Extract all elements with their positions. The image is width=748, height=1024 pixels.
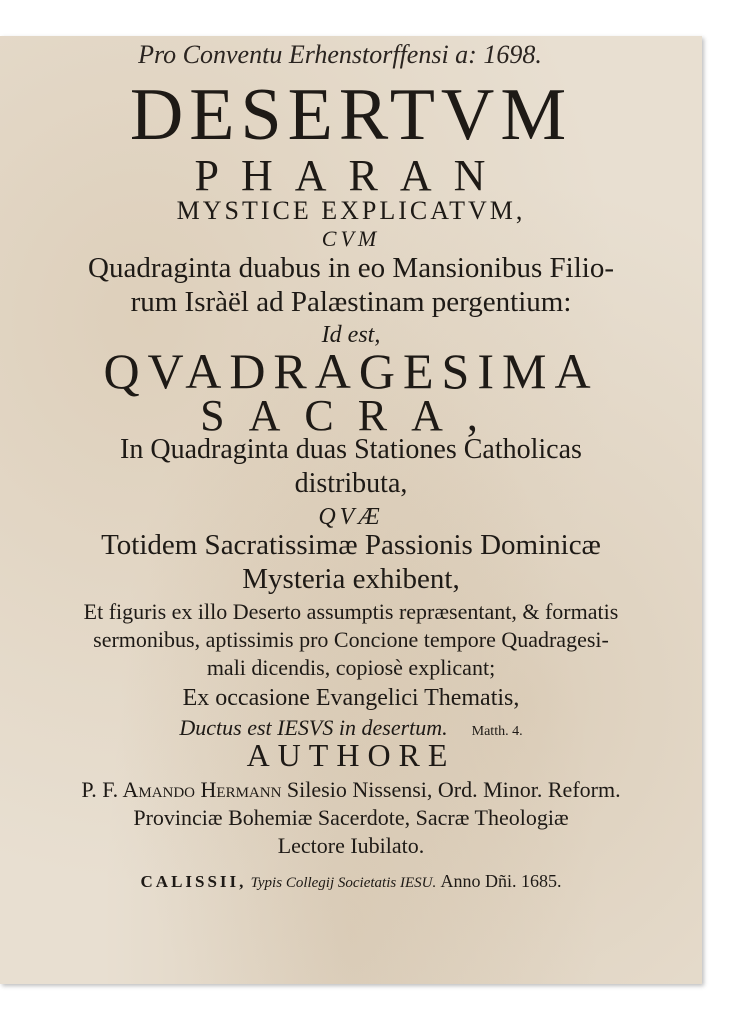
imprint-city: CALISSII, — [140, 872, 247, 891]
title-page — [0, 36, 702, 984]
title-line-totidem: Totidem Sacratissimæ Passionis Dominicæ — [101, 529, 601, 561]
quote-text: Ductus est IESVS in desertum. — [179, 715, 448, 740]
title-line-distributa: distributa, — [294, 468, 408, 499]
main-title: DESERTVM — [129, 74, 573, 156]
title-line-sacra: SACRA, — [200, 391, 502, 440]
title-line-cum: CVM — [321, 226, 381, 251]
handwritten-inscription: Pro Conventu Erhenstorffensi a: 1698. — [138, 40, 542, 69]
title-line-body2: rum Isràël ad Palæstinam pergentium: — [130, 286, 572, 318]
title-line-body1: Quadraginta duabus in eo Mansionibus Filio- — [88, 252, 614, 284]
title-line-figuris: Et figuris ex illo Deserto assumptis repræsentant, & formatis — [83, 599, 619, 624]
author-line2: Provinciæ Bohemiæ Sacerdote, Sacræ Theologiæ — [133, 805, 569, 830]
author-name: P. F. Amando Hermann — [81, 777, 282, 802]
subtitle: PHARAN — [194, 151, 508, 200]
title-line-quadragesima: QVADRAGESIMA — [103, 343, 599, 399]
imprint — [0, 871, 702, 892]
title-line-mysteria: Mysteria exhibent, — [242, 563, 460, 595]
imprint-printer: Typis Collegij Societatis IESU. — [250, 875, 437, 891]
author-affiliation: Silesio Nissensi, Ord. Minor. Reform. — [281, 777, 621, 802]
author-line1 — [0, 777, 702, 803]
title-line-sermonibus: sermonibus, aptissimis pro Concione tempore Quadragesi- — [93, 627, 609, 652]
title-line-occasione: Ex occasione Evangelici Thematis, — [182, 685, 520, 711]
author-heading: AUTHORE — [246, 737, 456, 773]
quote-reference: Matth. 4. — [471, 724, 523, 739]
title-line-quae: QVÆ — [318, 504, 384, 530]
title-line-mystice: MYSTICE EXPLICATVM, — [176, 196, 526, 225]
title-line-mali: mali dicendis, copiosè explicant; — [206, 655, 496, 680]
imprint-year: Anno Dñi. 1685. — [440, 871, 562, 891]
author-line3: Lectore Iubilato. — [277, 833, 425, 858]
title-line-stationes: In Quadraginta duas Stationes Catholicas — [120, 434, 582, 465]
title-line-idest: Id est, — [321, 322, 381, 348]
